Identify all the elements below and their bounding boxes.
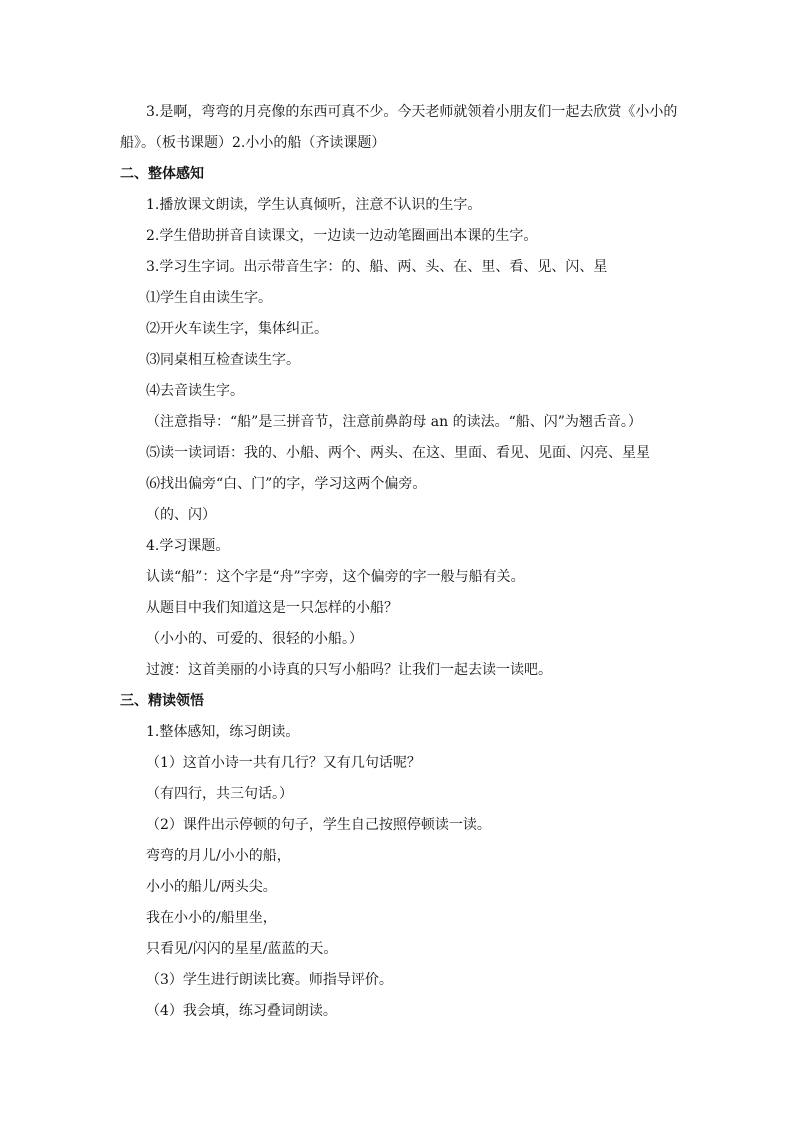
list-item: ⑷去音读生字。 [146,383,244,399]
list-item: ⑸读一读词语：我的、小船、两个、两头、在这、里面、看见、见面、闪亮、星星 [146,445,650,461]
section-heading: 二、整体感知 [120,166,204,182]
list-item: ⑴学生自由读生字。 [146,290,272,306]
list-item: （3）学生进行朗读比赛。师指导评价。 [146,972,393,988]
paragraph-line: 1.整体感知，练习朗读。 [146,724,300,740]
paragraph-line: 过渡：这首美丽的小诗真的只写小船吗？让我们一起去读一读吧。 [146,662,552,678]
paragraph-line: （的、闪） [146,507,216,523]
list-item: （4）我会填，练习叠词朗读。 [146,1003,337,1019]
poem-line: 我在小小的/船里坐， [146,910,277,926]
paragraph-line: 2.学生借助拼音自读课文，一边读一边动笔圈画出本课的生字。 [146,228,538,244]
paragraph-line: 认读“船”：这个字是“舟”字旁，这个偏旁的字一般与船有关。 [146,569,525,585]
list-item: （1）这首小诗一共有几行？又有几句话呢？ [146,755,421,771]
paragraph-line: （注意指导：“船”是三拼音节，注意前鼻韵母 an 的读法。“船、闪”为翘舌音。） [146,414,642,430]
paragraph-line: 1.播放课文朗读，学生认真倾听，注意不认识的生字。 [146,197,482,213]
poem-line: 只看见/闪闪的星星/蓝蓝的天。 [146,941,338,957]
paragraph-line: （小小的、可爱的、很轻的小船。） [146,631,363,647]
paragraph-line: 3.学习生字词。出示带音生字：的、船、两、头、在、里、看、见、闪、星 [146,259,608,275]
poem-line: 小小的船儿/两头尖。 [146,879,277,895]
list-item: ⑶同桌相互检查读生字。 [146,352,300,368]
poem-line: 弯弯的月儿/小小的船， [146,848,291,864]
paragraph-line: 船》。（板书课题）2.小小的船（齐读课题） [120,135,386,151]
paragraph-line: 3.是啊，弯弯的月亮像的东西可真不少。今天老师就领着小朋友们一起去欣赏《小小的 [146,104,678,120]
section-heading: 三、精读领悟 [120,693,204,709]
list-item: ⑵开火车读生字，集体纠正。 [146,321,328,337]
list-item: （2）课件出示停顿的句子，学生自己按照停顿读一读。 [146,817,491,833]
paragraph-line: 4.学习课题。 [146,538,230,554]
paragraph-line: 从题目中我们知道这是一只怎样的小船？ [146,600,398,616]
list-item: ⑹找出偏旁“白、门”的字，学习这两个偏旁。 [146,476,427,492]
paragraph-line: （有四行，共三句话。） [146,786,293,802]
